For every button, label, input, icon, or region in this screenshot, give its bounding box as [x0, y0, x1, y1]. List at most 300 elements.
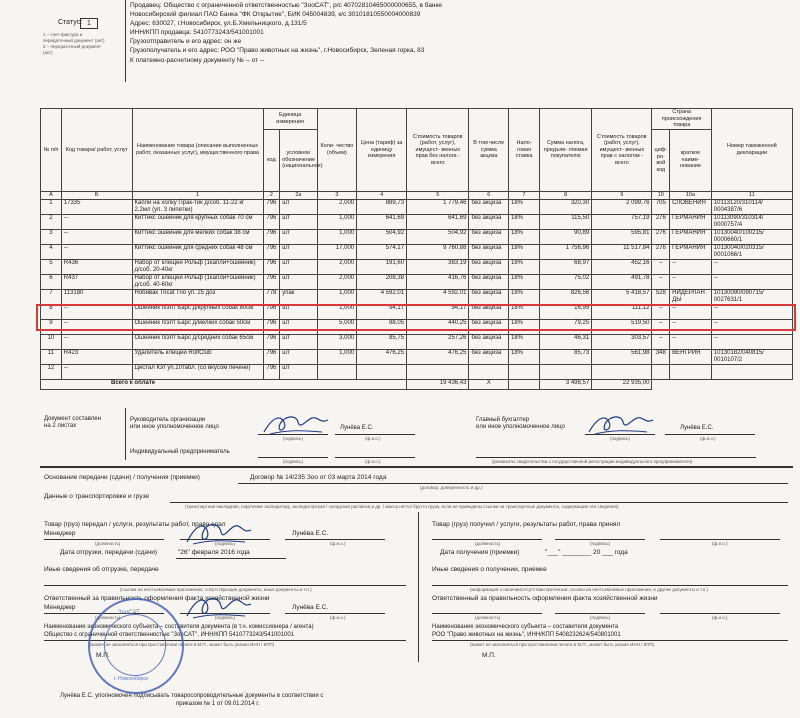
recv-other-label: Иные сведения о получении, приемке [432, 566, 547, 573]
cell-cost: 9 760,88 [407, 244, 469, 259]
recv-entity-value: РОО "Право животных на жизнь", ИНН/КПП 5408232624/540801001 [432, 632, 621, 638]
col-num: 7 [508, 191, 539, 199]
cell-cname: -- [670, 259, 712, 274]
cell-code: -- [61, 229, 132, 244]
left-note-2: на 2 листах [44, 423, 77, 429]
cell-customs: 10130040/100215/ 0000660/1 [711, 229, 792, 244]
header-country-code: циф- ро- вой код [652, 129, 670, 191]
status-note-2: передаточный документ (акт) [43, 38, 105, 43]
footer-line-1: Лунёва Е.С. уполномочен подписывать товаросопроводительные документы в соответствии с [60, 693, 324, 699]
entity-caption: (может не заполняться при проставлении печати в М.П., может быть указан ИНН / КПП) [90, 642, 275, 647]
cell-uname: шт [280, 259, 317, 274]
cell-total: 303,57 [592, 334, 652, 349]
cell-ccode: -- [652, 304, 670, 319]
col-num: 10 [652, 191, 670, 199]
highlight-box [36, 304, 796, 331]
cell-n: 2 [41, 214, 62, 229]
cell-total: 757,19 [592, 214, 652, 229]
head-name: Лунёва Е.С. [340, 425, 374, 431]
cell-price: 476,25 [357, 349, 407, 364]
total-row [41, 379, 793, 389]
cell-code: R423 [61, 349, 132, 364]
cell-qty: 1,000 [317, 349, 357, 364]
recv-entity-caption: (может не заполняться при проставлении печати в М.П., может быть указан ИНН / КПП) [470, 642, 655, 647]
cell-excise: без акциза [469, 274, 509, 289]
header-country: Страна происхождения товара [652, 109, 711, 130]
acc-label-1: Главный бухгалтер [476, 417, 530, 423]
cell-customs: -- [711, 259, 792, 274]
cell-price: 88,05 [357, 319, 407, 334]
resp-pos-caption: (должность) [95, 615, 121, 620]
cell-tax: 75,02 [540, 274, 592, 289]
col-num: 10а [670, 191, 712, 199]
col-num: Б [61, 191, 132, 199]
head-sign-caption: (подпись) [283, 436, 304, 441]
recv-entity-label: Наименование экономического субъекта – составителя документа [432, 624, 619, 630]
table-row [41, 259, 793, 274]
cell-ccode: 528 [652, 289, 670, 304]
cell-price: 94,17 [357, 304, 407, 319]
acc-label-2: или иное уполномоченное лицо [476, 424, 565, 430]
cell-n: 10 [41, 334, 62, 349]
cell-ucode: 796 [263, 199, 280, 214]
seller-line-4: ИНН/КПП продавца: 5410773243/541001001 [130, 29, 264, 36]
cell-n: 5 [41, 259, 62, 274]
cell-customs: -- [711, 274, 792, 289]
cell-code: -- [61, 244, 132, 259]
cell-cname: ВЕНГРИЯ [670, 349, 712, 364]
cell-excise: без акциза [469, 214, 509, 229]
cell-tax: 85,73 [540, 349, 592, 364]
cell-tax: 46,31 [540, 334, 592, 349]
cell-cost: 476,25 [407, 349, 469, 364]
cell-total [592, 364, 652, 379]
cell-tax: 90,89 [540, 229, 592, 244]
cell-code: 113180 [61, 289, 132, 304]
cell-total: 452,16 [592, 259, 652, 274]
recv-resp-label: Ответственный за правильность оформления факта хозяйственной жизни [432, 595, 658, 602]
seller-line-1: Продавец: Общество с ограниченной ответственностью "ЗооСАТ", р/с 40702810465000000655, в банке [130, 2, 443, 9]
header-unit-name: условное обозначение (национальное) [280, 129, 317, 191]
cell-total: 111,12 [592, 304, 652, 319]
resp-fio-caption: (ф.и.о.) [330, 615, 346, 620]
cell-uname: шт [280, 349, 317, 364]
col-num: 1 [132, 191, 263, 199]
handed-label: Товар (груз) передал / услуги, результаты работ, права сдал [44, 521, 226, 528]
cell-ccode: 276 [652, 244, 670, 259]
right-mp: М.П. [482, 652, 496, 659]
cell-uname: шт [280, 199, 317, 214]
header-rate: Нало- говая ставка [508, 109, 539, 192]
total-label: Всего к оплате [41, 379, 407, 389]
cell-ucode: 796 [263, 304, 280, 319]
cell-cname: -- [670, 304, 712, 319]
cell-excise: без акциза [469, 259, 509, 274]
cell-uname: шт [280, 274, 317, 289]
header-divider [125, 0, 126, 82]
cell-cname: -- [670, 274, 712, 289]
cell-price: 85,75 [357, 334, 407, 349]
cell-code: R437 [61, 274, 132, 289]
table-row [41, 199, 793, 214]
cell-ucode: 796 [263, 259, 280, 274]
ship-other-caption: (ссылки на неотъемлемые приложения, сопутствующие документы, иные документы и т.п.) [120, 587, 312, 592]
cell-n: 4 [41, 244, 62, 259]
cell-code: -- [61, 319, 132, 334]
left-note-1: Документ составлен [44, 416, 101, 422]
handed-manager: Менеджер [44, 530, 76, 537]
cell-customs: 10130182/040815/ 0010107/2 [711, 349, 792, 364]
col-num: 2 [263, 191, 280, 199]
status-note-1: 1 – счет-фактура и [43, 32, 83, 37]
cell-cname: ГЕРМАНИЯ [670, 244, 712, 259]
status-value: 1 [80, 18, 98, 29]
cell-cost: 94,17 [407, 304, 469, 319]
cell-price: 641,69 [357, 214, 407, 229]
cell-qty [317, 364, 357, 379]
recv-resp-pos-caption: (должность) [475, 615, 501, 620]
seller-line-5: Грузоотправитель и его адрес: он же [130, 38, 242, 45]
cell-customs: 10113120/310114/ 0004387/6 [711, 199, 792, 214]
cell-qty: 1,000 [317, 214, 357, 229]
status-label: Статус: [58, 19, 83, 26]
cell-ucode: 796 [263, 364, 280, 379]
cell-ccode: 348 [652, 349, 670, 364]
cell-rate: 18% [508, 304, 539, 319]
cell-ccode [652, 364, 670, 379]
table-row [41, 289, 793, 304]
cell-cost: 257,26 [407, 334, 469, 349]
total-sum: 22 935,00 [592, 379, 652, 389]
cell-customs [711, 364, 792, 379]
cell-tax: 115,50 [540, 214, 592, 229]
cell-rate: 18% [508, 349, 539, 364]
cell-customs: -- [711, 334, 792, 349]
cell-tax: 16,95 [540, 304, 592, 319]
status-note-4: (акт) [43, 50, 53, 55]
cell-ucode: 796 [263, 214, 280, 229]
handed-sign-caption: (подпись) [215, 541, 236, 546]
handed-pos-caption: (должность) [95, 541, 121, 546]
cell-total: 11 517,84 [592, 244, 652, 259]
cell-price [357, 364, 407, 379]
transport-caption: (транспортная накладная, поручение экспедитору, экспедиторская / складская расписка и др. / масса нетто/ брутто груза, если не приведены ссылки на транспортные документы, содержащие эти сведения) [185, 504, 619, 509]
ip-fio-caption: (ф.и.о.) [365, 459, 381, 464]
cell-name: Ошейник п/эпт Барс д/крупных собак 80см [132, 304, 263, 319]
cell-uname: шт [280, 244, 317, 259]
seller-line-3: Адрес: 630027, г.Новосибирск, ул.Б.Хмельницкого, д.131/5 [130, 20, 307, 27]
total-excise: Х [469, 379, 509, 389]
cell-uname: шт [280, 214, 317, 229]
seller-line-6: Грузополучатель и его адрес: РОО "Право животных на жизнь", г.Новосибирск, Зеленая горка, 83 [130, 47, 425, 54]
cell-ccode: 276 [652, 229, 670, 244]
cell-cost: 641,69 [407, 214, 469, 229]
cell-excise: без акциза [469, 289, 509, 304]
cell-ccode: 705 [652, 199, 670, 214]
table-row [41, 334, 793, 349]
col-num: А [41, 191, 62, 199]
cell-tax: 826,56 [540, 289, 592, 304]
transport-label: Данные о транспортировке и грузе [44, 493, 150, 500]
cell-rate: 18% [508, 244, 539, 259]
cell-qty: 1,000 [317, 304, 357, 319]
basis-caption: (договор; доверенность и др.) [420, 485, 483, 490]
cell-cost: 4 592,01 [407, 289, 469, 304]
cell-price: 4 592,01 [357, 289, 407, 304]
cell-price: 208,38 [357, 274, 407, 289]
col-num: 11 [711, 191, 792, 199]
cell-uname: упак [280, 289, 317, 304]
left-mp: М.П. [96, 652, 110, 659]
cell-cost: 504,92 [407, 229, 469, 244]
footer-line-2: приказом № 1 от 09.01.2014 г. [176, 701, 260, 707]
seller-line-2: Новосибирский филиал ПАО Банка "ФК Открытие", БИК 045004839, к/с 30101810550004000839 [130, 11, 421, 18]
recv-sign-caption: (подпись) [590, 541, 611, 546]
cell-name: Капли на холку Прак-тик д/соб. 11-22 кг 2,2мл (уп. 3 пипетки) [132, 199, 263, 214]
header-code: Код товара/ работ, услуг [61, 109, 132, 192]
invoice-table [40, 108, 793, 390]
head-label-2: или иное уполномоченное лицо [130, 424, 219, 430]
handed-fio-caption: (ф.и.о.) [330, 541, 346, 546]
resp-signature-icon [185, 592, 255, 622]
table-row [41, 244, 793, 259]
cell-customs: 10130090/090715/ 0027631/1 [711, 289, 792, 304]
ship-date-value: "26" февраля 2016 года [178, 549, 250, 556]
cell-n: 7 [41, 289, 62, 304]
basis-label: Основание передачи (сдачи) / получения (приемки) [44, 474, 200, 481]
cell-uname: шт [280, 334, 317, 349]
cell-rate: 18% [508, 229, 539, 244]
cell-tax [540, 364, 592, 379]
cell-uname: шт [280, 319, 317, 334]
cell-price: 504,92 [357, 229, 407, 244]
cell-name: Удалитель клещей RolfClub [132, 349, 263, 364]
header-total: Стоимость товаров (работ, услуг), имущест- венных прав с налогом - всего [592, 109, 652, 192]
recv-other-caption: (информация о наличии/отсутствии претензии; ссылки на неотъемлемые приложения, и другие документы и т.п.) [470, 587, 709, 592]
ip-label: Индивидуальный предприниматель [130, 449, 230, 455]
cell-n: 12 [41, 364, 62, 379]
header-cost: Стоимость товаров (работ, услуг), имущест- венных прав без налога - всего [407, 109, 469, 192]
table-row [41, 214, 793, 229]
cell-qty: 2,000 [317, 274, 357, 289]
cell-code: 17335 [61, 199, 132, 214]
ship-resp-label: Ответственный за правильность оформления факта хозяйственной жизни [44, 595, 270, 602]
head-fio-caption: (ф.и.о.) [365, 436, 381, 441]
status-note-3: 2 – передаточный документ [43, 44, 102, 49]
cell-total: 561,98 [592, 349, 652, 364]
cell-qty: 17,000 [317, 244, 357, 259]
seller-line-7: К платежно-расчетному документу № -- от -- [130, 57, 265, 64]
cell-total: 519,50 [592, 319, 652, 334]
cell-qty: 1,000 [317, 229, 357, 244]
col-num: 6 [469, 191, 509, 199]
ip-sign-caption: (подпись) [283, 459, 304, 464]
header-num: № п/п [41, 109, 62, 192]
total-cost: 19 436,43 [407, 379, 469, 389]
cell-ucode: 796 [263, 319, 280, 334]
cell-tax: 68,97 [540, 259, 592, 274]
cell-n: 11 [41, 349, 62, 364]
ship-other-label: Иные сведения об отгрузке, передаче [44, 566, 159, 573]
recv-resp-fio-caption: (ф.и.о.) [712, 615, 728, 620]
col-num: 4 [357, 191, 407, 199]
cell-name: Набор от клещей Рольф (1капли+ошейник) д/соб. 20-40кг [132, 259, 263, 274]
cell-ucode: 796 [263, 244, 280, 259]
sig-divider [125, 408, 126, 460]
recv-fio-caption: (ф.и.о.) [712, 541, 728, 546]
header-unit-code: код [263, 129, 280, 191]
cell-cname [670, 364, 712, 379]
cell-uname: шт [280, 304, 317, 319]
cell-excise: без акциза [469, 229, 509, 244]
header-name: Наименование товара (описание выполненных работ, оказанных услуг), имущественного права [132, 109, 263, 192]
head-label-1: Руководитель организации [130, 417, 206, 423]
cell-n: 9 [41, 319, 62, 334]
cell-n: 1 [41, 199, 62, 214]
cell-excise: без акциза [469, 304, 509, 319]
cell-ucode: 796 [263, 349, 280, 364]
cell-code: -- [61, 214, 132, 229]
cell-rate: 18% [508, 214, 539, 229]
acc-fio-caption: (ф.и.о.) [700, 436, 716, 441]
cell-code: -- [61, 304, 132, 319]
cell-name: Ошейник п/эпт Барс д/мелких собак 50см [132, 319, 263, 334]
cell-cname: НИДЕРЛАН ДЫ [670, 289, 712, 304]
cell-price: 889,73 [357, 199, 407, 214]
cell-ucode: 796 [263, 334, 280, 349]
cell-total: 595,81 [592, 229, 652, 244]
recv-resp-sign-caption: (подпись) [590, 615, 611, 620]
header-unit: Единица измерения [263, 109, 317, 130]
recv-pos-caption: (должность) [475, 541, 501, 546]
cell-excise: без акциза [469, 334, 509, 349]
col-num: 5 [407, 191, 469, 199]
cell-rate: 18% [508, 199, 539, 214]
cell-tax: 320,30 [540, 199, 592, 214]
cell-uname: шт [280, 229, 317, 244]
cell-cost: 440,25 [407, 319, 469, 334]
table-row [41, 229, 793, 244]
cell-price: 191,60 [357, 259, 407, 274]
cell-name: Киттикс ошейник для мелких собак 38 см [132, 229, 263, 244]
cell-ccode: -- [652, 259, 670, 274]
cell-rate: 18% [508, 334, 539, 349]
total-tax: 3 498,57 [540, 379, 592, 389]
cell-qty: 3,000 [317, 334, 357, 349]
cell-cost: 1 779,46 [407, 199, 469, 214]
cell-cost: 383,19 [407, 259, 469, 274]
cell-code: R436 [61, 259, 132, 274]
cell-ccode: -- [652, 274, 670, 289]
recv-date-value: "___" ________ 20 ___ года [545, 549, 628, 556]
entity-value: Общество с ограниченной ответственностью "ЗооСАТ", ИНН/КПП 5410773243/541001001 [44, 632, 295, 638]
entity-label: Наименование экономического субъекта – составителя документа (в т.ч. комиссионера / агента) [44, 624, 314, 630]
acc-name: Лунёва Е.С. [680, 425, 714, 431]
cell-customs: 10130040/020315/ 0001066/1 [711, 244, 792, 259]
cell-rate: 18% [508, 259, 539, 274]
cell-name: Киттикс ошейник для средних собак 48 см [132, 244, 263, 259]
col-num: 2а [280, 191, 317, 199]
cell-ucode: 778 [263, 289, 280, 304]
cell-rate [508, 364, 539, 379]
table-row [41, 364, 793, 379]
cell-ccode: 276 [652, 214, 670, 229]
cell-price: 574,17 [357, 244, 407, 259]
cell-n: 8 [41, 304, 62, 319]
seal-bottom-text: г. Новосибирск [114, 676, 149, 682]
header-customs: Номер таможенной декларации [711, 109, 792, 192]
ship-date-label: Дата отгрузки, передачи (сдачи) [60, 549, 158, 556]
handed-name: Лунёва Е.С. [292, 530, 329, 537]
cell-customs: 10113090/310314/ 0000757/4 [711, 214, 792, 229]
cell-tax: 1 756,96 [540, 244, 592, 259]
cell-qty: 2,000 [317, 259, 357, 274]
cell-ccode: -- [652, 319, 670, 334]
cell-rate: 18% [508, 319, 539, 334]
acc-sign-caption: (подпись) [610, 436, 631, 441]
col-num: 8 [540, 191, 592, 199]
cell-n: 6 [41, 274, 62, 289]
company-seal-icon [88, 598, 184, 694]
cell-excise: без акциза [469, 244, 509, 259]
cell-cname: ГЕРМАНИЯ [670, 229, 712, 244]
cell-ucode: 796 [263, 229, 280, 244]
handed-signature-icon [185, 518, 255, 548]
table-row [41, 274, 793, 289]
received-label: Товар (груз) получил / услуги, результаты работ, права принял [432, 521, 621, 528]
resp-sign-caption: (подпись) [215, 615, 236, 620]
table-row [41, 349, 793, 364]
seal-top-text: ЗооСАТ [118, 610, 140, 616]
header-price: Цена (тариф) за единицу измерения [357, 109, 407, 192]
header-tax: Сумма налога, предъяв- ляемая покупателю [540, 109, 592, 192]
cell-cname: -- [670, 334, 712, 349]
cell-cost [407, 364, 469, 379]
column-numbering-row [41, 191, 793, 199]
cell-tax: 79,25 [540, 319, 592, 334]
cell-customs: -- [711, 319, 792, 334]
cell-total: 5 418,57 [592, 289, 652, 304]
recv-date-label: Дата получения (приемки) [440, 549, 520, 556]
cell-cname: СЛОВЕНИЯ [670, 199, 712, 214]
cell-name: Нобивак Tricat Trio уп. 25 доз [132, 289, 263, 304]
header-excise: В том числе сумма акциза [469, 109, 509, 192]
cell-excise: без акциза [469, 319, 509, 334]
cell-total: 2 099,76 [592, 199, 652, 214]
cell-name: Киттикс ошейник для крупных собак 70 см [132, 214, 263, 229]
cell-code: -- [61, 364, 132, 379]
cell-customs: -- [711, 304, 792, 319]
cell-rate: 18% [508, 274, 539, 289]
cell-excise: без акциза [469, 349, 509, 364]
ship-resp-manager: Менеджер [44, 604, 76, 611]
cell-ucode: 796 [263, 274, 280, 289]
col-num: 3 [317, 191, 357, 199]
cell-code: -- [61, 334, 132, 349]
cell-qty: 2,000 [317, 199, 357, 214]
col-num: 9 [592, 191, 652, 199]
cell-name: Набор от клещей Рольф (1капли+ошейник) д/соб. 40-60кг [132, 274, 263, 289]
cell-name: Ошейник п/эпт Барс д/средних собак 65см [132, 334, 263, 349]
header-country-name: краткое наиме- нование [670, 129, 712, 191]
cell-ccode: -- [652, 334, 670, 349]
cell-cost: 416,76 [407, 274, 469, 289]
blocks-divider [418, 512, 419, 662]
cell-total: 491,78 [592, 274, 652, 289]
ship-resp-name: Лунёва Е.С. [292, 604, 329, 611]
cell-cname: -- [670, 319, 712, 334]
cell-qty: 5,000 [317, 319, 357, 334]
